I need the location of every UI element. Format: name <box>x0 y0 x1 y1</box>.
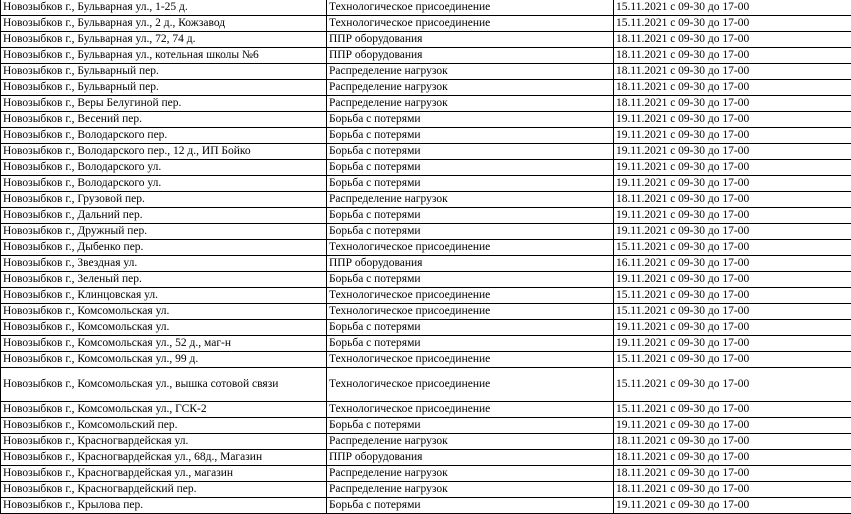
address-cell: Новозыбков г., Весений пер. <box>1 112 327 128</box>
schedule-cell: 19.11.2021 с 09-30 до 17-00 <box>614 498 851 514</box>
table-row <box>1 288 851 304</box>
schedule-cell: 16.11.2021 с 09-30 до 17-00 <box>614 256 851 272</box>
work-type-cell: Борьба с потерями <box>327 336 614 352</box>
table-row <box>1 272 851 288</box>
work-type-cell: Технологическое присоединение <box>327 402 614 418</box>
work-type-cell: Распределение нагрузок <box>327 466 614 482</box>
address-cell: Новозыбков г., Дружный пер. <box>1 224 327 240</box>
table-row <box>1 418 851 434</box>
work-type-cell: Распределение нагрузок <box>327 80 614 96</box>
table-row <box>1 368 851 402</box>
address-cell: Новозыбков г., Комсомольская ул., ГСК-2 <box>1 402 327 418</box>
table-row <box>1 96 851 112</box>
schedule-cell: 19.11.2021 с 09-30 до 17-00 <box>614 320 851 336</box>
address-cell: Новозыбков г., Красногвардейский пер. <box>1 482 327 498</box>
schedule-cell: 19.11.2021 с 09-30 до 17-00 <box>614 112 851 128</box>
schedule-cell: 19.11.2021 с 09-30 до 17-00 <box>614 272 851 288</box>
table-row <box>1 256 851 272</box>
table-row <box>1 402 851 418</box>
work-type-cell: ППР оборудования <box>327 48 614 64</box>
schedule-cell: 18.11.2021 с 09-30 до 17-00 <box>614 80 851 96</box>
address-cell: Новозыбков г., Звездная ул. <box>1 256 327 272</box>
address-cell: Новозыбков г., Красногвардейская ул. <box>1 434 327 450</box>
table-row <box>1 48 851 64</box>
work-type-cell: ППР оборудования <box>327 450 614 466</box>
address-cell: Новозыбков г., Дальний пер. <box>1 208 327 224</box>
work-type-cell: Борьба с потерями <box>327 160 614 176</box>
table-row <box>1 0 851 16</box>
schedule-cell: 15.11.2021 с 09-30 до 17-00 <box>614 0 851 16</box>
address-cell: Новозыбков г., Красногвардейская ул., магазин <box>1 466 327 482</box>
schedule-cell: 19.11.2021 с 09-30 до 17-00 <box>614 160 851 176</box>
address-cell: Новозыбков г., Володарского пер., 12 д., ИП Бойко <box>1 144 327 160</box>
schedule-cell: 19.11.2021 с 09-30 до 17-00 <box>614 418 851 434</box>
work-type-cell: Технологическое присоединение <box>327 368 614 402</box>
table-row <box>1 16 851 32</box>
table-body <box>1 0 851 514</box>
address-cell: Новозыбков г., Володарского ул. <box>1 176 327 192</box>
table-row <box>1 64 851 80</box>
table-row <box>1 160 851 176</box>
address-cell: Новозыбков г., Клинцовская ул. <box>1 288 327 304</box>
schedule-cell: 15.11.2021 с 09-30 до 17-00 <box>614 240 851 256</box>
schedule-cell: 18.11.2021 с 09-30 до 17-00 <box>614 32 851 48</box>
schedule-cell: 18.11.2021 с 09-30 до 17-00 <box>614 434 851 450</box>
work-type-cell: ППР оборудования <box>327 256 614 272</box>
schedule-cell: 19.11.2021 с 09-30 до 17-00 <box>614 128 851 144</box>
table-row <box>1 304 851 320</box>
work-type-cell: Технологическое присоединение <box>327 16 614 32</box>
table-row <box>1 192 851 208</box>
work-type-cell: Борьба с потерями <box>327 144 614 160</box>
table-row <box>1 80 851 96</box>
table-row <box>1 450 851 466</box>
schedule-cell: 15.11.2021 с 09-30 до 17-00 <box>614 288 851 304</box>
address-cell: Новозыбков г., Веры Белугиной пер. <box>1 96 327 112</box>
table-row <box>1 208 851 224</box>
schedule-cell: 19.11.2021 с 09-30 до 17-00 <box>614 208 851 224</box>
schedule-cell: 18.11.2021 с 09-30 до 17-00 <box>614 48 851 64</box>
work-type-cell: Технологическое присоединение <box>327 352 614 368</box>
address-cell: Новозыбков г., Комсомольская ул. <box>1 320 327 336</box>
schedule-cell: 18.11.2021 с 09-30 до 17-00 <box>614 96 851 112</box>
address-cell: Новозыбков г., Бульварный пер. <box>1 80 327 96</box>
table-row <box>1 352 851 368</box>
work-type-cell: Борьба с потерями <box>327 208 614 224</box>
address-cell: Новозыбков г., Володарского ул. <box>1 160 327 176</box>
table-row <box>1 336 851 352</box>
table-row <box>1 320 851 336</box>
table-row <box>1 128 851 144</box>
work-type-cell: Борьба с потерями <box>327 320 614 336</box>
work-type-cell: Борьба с потерями <box>327 224 614 240</box>
work-type-cell: Борьба с потерями <box>327 272 614 288</box>
address-cell: Новозыбков г., Зеленый пер. <box>1 272 327 288</box>
work-type-cell: Распределение нагрузок <box>327 192 614 208</box>
schedule-cell: 15.11.2021 с 09-30 до 17-00 <box>614 304 851 320</box>
address-cell: Новозыбков г., Бульварная ул., 72, 74 д. <box>1 32 327 48</box>
schedule-cell: 15.11.2021 с 09-30 до 17-00 <box>614 352 851 368</box>
address-cell: Новозыбков г., Бульварный пер. <box>1 64 327 80</box>
table-row <box>1 434 851 450</box>
work-type-cell: Распределение нагрузок <box>327 434 614 450</box>
table-row <box>1 176 851 192</box>
table-row <box>1 224 851 240</box>
schedule-cell: 18.11.2021 с 09-30 до 17-00 <box>614 450 851 466</box>
address-cell: Новозыбков г., Бульварная ул., 2 д., Кожзавод <box>1 16 327 32</box>
work-type-cell: Технологическое присоединение <box>327 304 614 320</box>
address-cell: Новозыбков г., Комсомольский пер. <box>1 418 327 434</box>
work-type-cell: Технологическое присоединение <box>327 288 614 304</box>
table-row <box>1 466 851 482</box>
table-row <box>1 32 851 48</box>
schedule-cell: 15.11.2021 с 09-30 до 17-00 <box>614 368 851 402</box>
table-row <box>1 482 851 498</box>
work-type-cell: Борьба с потерями <box>327 418 614 434</box>
address-cell: Новозыбков г., Крылова пер. <box>1 498 327 514</box>
work-type-cell: Технологическое присоединение <box>327 0 614 16</box>
schedule-cell: 15.11.2021 с 09-30 до 17-00 <box>614 16 851 32</box>
work-type-cell: Борьба с потерями <box>327 128 614 144</box>
schedule-cell: 19.11.2021 с 09-30 до 17-00 <box>614 176 851 192</box>
address-cell: Новозыбков г., Красногвардейская ул., 68д., Магазин <box>1 450 327 466</box>
table-row <box>1 240 851 256</box>
address-cell: Новозыбков г., Комсомольская ул. <box>1 304 327 320</box>
work-type-cell: Борьба с потерями <box>327 498 614 514</box>
address-cell: Новозыбков г., Комсомольская ул., вышка сотовой связи <box>1 368 327 402</box>
work-type-cell: Борьба с потерями <box>327 112 614 128</box>
work-type-cell: Распределение нагрузок <box>327 482 614 498</box>
table-row <box>1 112 851 128</box>
work-type-cell: Распределение нагрузок <box>327 64 614 80</box>
schedule-cell: 19.11.2021 с 09-30 до 17-00 <box>614 144 851 160</box>
schedule-cell: 18.11.2021 с 09-30 до 17-00 <box>614 466 851 482</box>
address-cell: Новозыбков г., Грузовой пер. <box>1 192 327 208</box>
schedule-cell: 15.11.2021 с 09-30 до 17-00 <box>614 402 851 418</box>
address-cell: Новозыбков г., Дыбенко пер. <box>1 240 327 256</box>
address-cell: Новозыбков г., Комсомольская ул., 52 д., маг-н <box>1 336 327 352</box>
address-cell: Новозыбков г., Володарского пер. <box>1 128 327 144</box>
table-row <box>1 498 851 514</box>
schedule-cell: 18.11.2021 с 09-30 до 17-00 <box>614 64 851 80</box>
schedule-cell: 18.11.2021 с 09-30 до 17-00 <box>614 482 851 498</box>
address-cell: Новозыбков г., Бульварная ул., 1-25 д. <box>1 0 327 16</box>
address-cell: Новозыбков г., Бульварная ул., котельная школы №6 <box>1 48 327 64</box>
work-type-cell: Технологическое присоединение <box>327 240 614 256</box>
work-type-cell: Борьба с потерями <box>327 176 614 192</box>
work-type-cell: Распределение нагрузок <box>327 96 614 112</box>
address-cell: Новозыбков г., Комсомольская ул., 99 д. <box>1 352 327 368</box>
schedule-cell: 18.11.2021 с 09-30 до 17-00 <box>614 192 851 208</box>
schedule-cell: 19.11.2021 с 09-30 до 17-00 <box>614 224 851 240</box>
table-row <box>1 144 851 160</box>
work-type-cell: ППР оборудования <box>327 32 614 48</box>
schedule-cell: 19.11.2021 с 09-30 до 17-00 <box>614 336 851 352</box>
